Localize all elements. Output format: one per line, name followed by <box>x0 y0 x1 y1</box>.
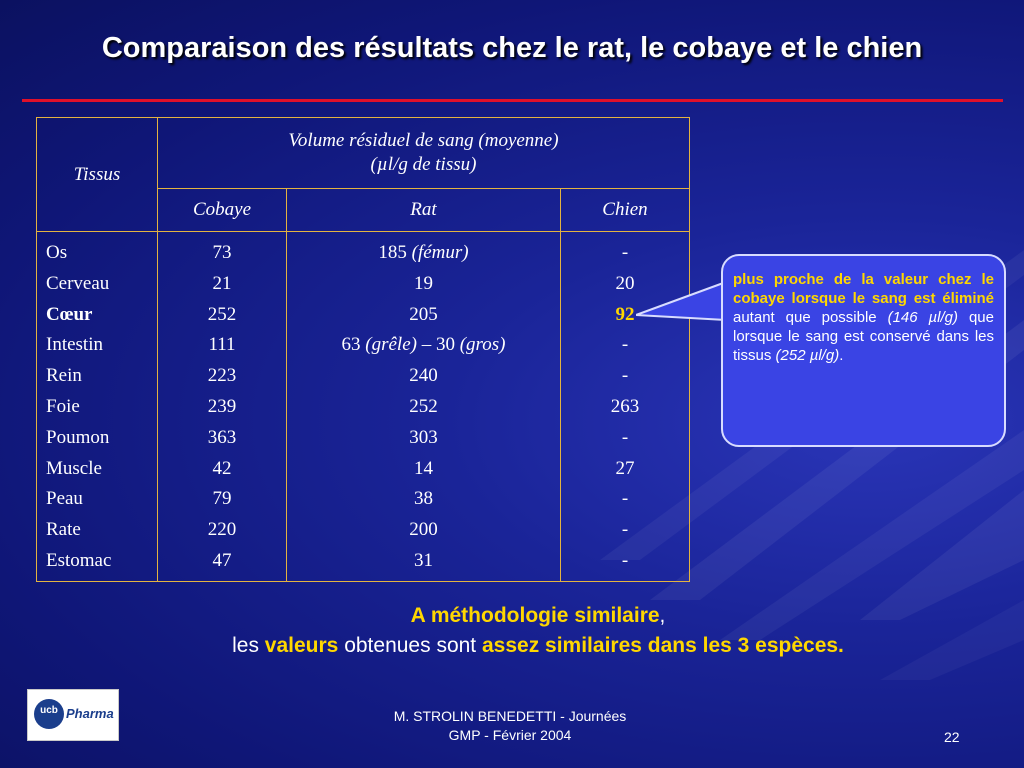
cobaye-value: 223 <box>207 365 237 387</box>
chien-value: - <box>621 365 629 387</box>
chien-value: - <box>621 426 629 448</box>
rat-value: 31 <box>414 549 433 571</box>
chien-value: - <box>621 334 629 356</box>
footer-line-2: GMP - Février 2004 <box>448 727 572 743</box>
logo-ucb-text: ucb <box>40 705 58 716</box>
rat-value-intestin <box>287 330 560 361</box>
rat-value: 19 <box>414 272 433 294</box>
footer-author <box>345 707 675 745</box>
rat-intestin-value1: 63 <box>341 334 361 356</box>
tissue-name: Rein <box>46 365 82 387</box>
ucb-pharma-logo <box>27 689 119 741</box>
table-header-row <box>37 118 690 189</box>
logo-pharma-text: Pharma <box>66 706 114 721</box>
callout-value-2: (252 µl/g) <box>775 347 840 364</box>
callout-end: . <box>839 347 844 364</box>
tissue-name: Cerveau <box>46 272 110 294</box>
chien-value: 27 <box>615 457 635 479</box>
rat-value: 14 <box>414 457 433 479</box>
cobaye-value: 73 <box>212 242 232 263</box>
callout-bold-text: plus proche de la valeur chez le cobaye lorsque le sang est éliminé <box>733 271 994 307</box>
chien-value: - <box>621 519 629 541</box>
callout-value-1: (146 µl/g) <box>887 309 959 326</box>
chien-value: - <box>621 488 629 510</box>
header-volume-line1: Volume résiduel de sang (moyenne) <box>288 130 559 151</box>
rat-value: 240 <box>409 365 438 387</box>
header-volume-line2: (µl/g de tissu) <box>370 154 477 175</box>
tissue-name: Poumon <box>46 426 110 448</box>
table-body-row <box>37 232 690 582</box>
rat-value: 252 <box>409 395 438 417</box>
conclusion-highlight-1: A méthodologie similaire <box>410 604 660 627</box>
rat-value: 303 <box>409 426 438 448</box>
column-cobaye <box>158 232 287 582</box>
conclusion-highlight-3: assez similaires dans les 3 espèces. <box>481 634 844 657</box>
chien-value: 263 <box>610 395 640 417</box>
chien-value: - <box>621 549 629 571</box>
callout-pointer <box>636 280 728 340</box>
tissue-name: Muscle <box>46 457 102 479</box>
tissue-name: Rate <box>46 519 81 541</box>
cobaye-value: 111 <box>208 334 236 356</box>
callout-text-2: que lorsque le sang est conservé dans les tissus <box>733 309 994 364</box>
chien-value-highlighted: 92 <box>615 303 635 325</box>
conclusion-line-1 <box>0 604 1024 628</box>
tissue-name: Intestin <box>46 334 103 356</box>
conclusion-text-1: les <box>232 634 259 657</box>
tissue-name: Os <box>46 242 68 263</box>
cobaye-value: 239 <box>207 395 237 417</box>
cobaye-value: 252 <box>207 303 237 325</box>
rat-value: 38 <box>414 488 433 510</box>
page-number: 22 <box>944 729 960 745</box>
tissue-name: Peau <box>46 488 83 510</box>
header-tissus: Tissus <box>37 118 158 232</box>
conclusion-comma: , <box>659 604 666 627</box>
column-tissus <box>37 232 158 582</box>
cobaye-value: 363 <box>207 426 237 448</box>
cobaye-value: 21 <box>212 272 232 294</box>
header-cobaye: Cobaye <box>158 189 287 232</box>
cobaye-value: 47 <box>212 549 232 571</box>
header-rat: Rat <box>287 189 561 232</box>
header-volume <box>158 118 690 189</box>
rat-value: 200 <box>409 519 438 541</box>
tissue-name: Foie <box>46 395 80 417</box>
header-chien: Chien <box>561 189 690 232</box>
rat-intestin-note1: (grêle) <box>365 334 417 356</box>
rat-intestin-note2: (gros) <box>459 334 506 356</box>
rat-value: 205 <box>409 303 438 325</box>
callout-note <box>721 254 1006 447</box>
tissue-name: Cœur <box>46 303 93 325</box>
rat-value-os <box>287 238 560 269</box>
slide-title: Comparaison des résultats chez le rat, le cobaye et le chien <box>101 32 923 64</box>
rat-intestin-value2: 30 <box>435 334 455 356</box>
residual-blood-volume-table <box>36 117 690 582</box>
cobaye-value: 220 <box>207 519 237 541</box>
rat-os-value: 185 <box>378 242 407 263</box>
cobaye-value: 42 <box>212 457 232 479</box>
rat-intestin-separator: – <box>421 334 432 356</box>
callout-text-1: autant que possible <box>733 309 877 326</box>
column-rat <box>287 232 561 582</box>
chien-value: 20 <box>615 272 635 294</box>
tissue-name: Estomac <box>46 549 112 571</box>
conclusion-text-2: obtenues sont <box>344 634 477 657</box>
conclusion-highlight-2: valeurs <box>264 634 339 657</box>
footer-line-1: M. STROLIN BENEDETTI - Journées <box>393 708 627 724</box>
rat-os-note: (fémur) <box>411 242 469 263</box>
cobaye-value: 79 <box>212 488 232 510</box>
conclusion-line-2 <box>0 634 1024 658</box>
chien-value: - <box>621 242 629 263</box>
title-underline <box>22 99 1003 102</box>
